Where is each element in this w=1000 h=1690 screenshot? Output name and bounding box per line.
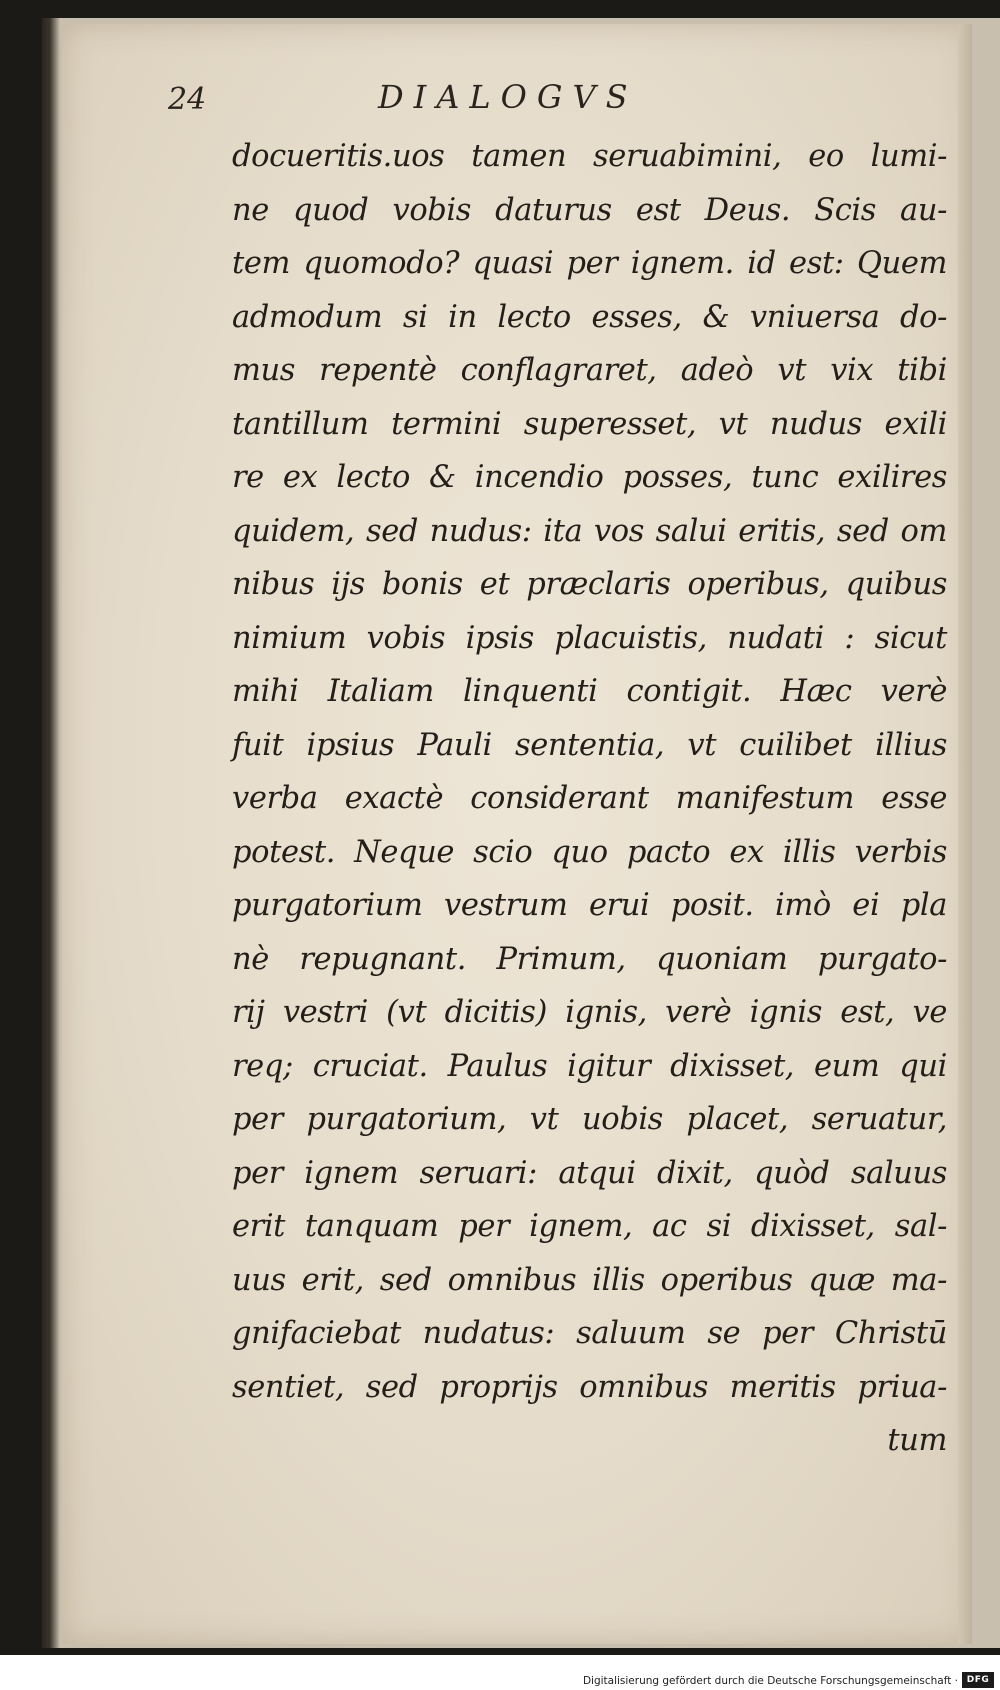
text-line: re ex lecto & incendio posses, tunc exilires: [232, 460, 947, 495]
text-line: per ignem seruari: atqui dixit, quòd saluus: [232, 1155, 947, 1191]
text-line: docueritis.uos tamen seruabimini, eo lumi-: [232, 139, 947, 174]
text-line: mus repentè conflagraret, adeò vt vix tibi: [232, 353, 947, 388]
text-line: gnifaciebat nudatus: saluum se per Christū: [232, 1316, 947, 1351]
page-header: [168, 78, 868, 130]
text-line: verba exactè considerant manifestum esse: [232, 781, 947, 816]
text-line: rij vestri (vt dicitis) ignis, verè ignis est, ve: [232, 995, 947, 1030]
text-line: ne quod vobis daturus est Deus. Scis au-: [232, 192, 947, 228]
text-line: erit tanquam per ignem, ac si dixisset, sal-: [232, 1209, 947, 1244]
text-line: sentiet, sed proprijs omnibus meritis priua-: [232, 1369, 947, 1405]
body-text: [232, 130, 947, 1468]
text-line: quidem, sed nudus: ita vos salui eritis, sed om: [232, 513, 947, 549]
text-line: potest. Neque scio quo pacto ex illis verbis: [232, 834, 947, 870]
digitization-footer: [0, 1655, 1000, 1690]
page-number: 24: [168, 82, 207, 117]
text-line: nimium vobis ipsis placuistis, nudati : sicut: [232, 620, 947, 656]
text-line: uus erit, sed omnibus illis operibus quæ ma-: [232, 1262, 947, 1298]
text-line: req; cruciat. Paulus igitur dixisset, eum qui: [232, 1048, 947, 1084]
page-edge: [958, 24, 972, 1644]
text-line: purgatorium vestrum erui posit. imò ei pla: [232, 888, 947, 923]
text-line: fuit ipsius Pauli sententia, vt cuilibet illius: [232, 727, 947, 763]
catchword: tum: [887, 1423, 947, 1458]
text-line: tem quomodo? quasi per ignem. id est: Quem: [232, 246, 947, 281]
dfg-logo-icon: DFG: [962, 1672, 994, 1688]
text-line: per purgatorium, vt uobis placet, seruatur,: [232, 1102, 947, 1137]
text-line: nè repugnant. Primum, quoniam purgato-: [232, 941, 947, 977]
text-line: admodum si in lecto esses, & vniuersa do-: [232, 299, 947, 335]
footer-credit: Digitalisierung gefördert durch die Deutsche Forschungsgemeinschaft ·: [582, 1675, 958, 1687]
text-line: mihi Italiam linquenti contigit. Hæc verè: [232, 674, 947, 709]
running-head: DIALOGVS: [378, 78, 638, 116]
text-line: tantillum termini superesset, vt nudus exili: [232, 406, 947, 442]
text-line: nibus ijs bonis et præclaris operibus, quibus: [232, 567, 947, 602]
